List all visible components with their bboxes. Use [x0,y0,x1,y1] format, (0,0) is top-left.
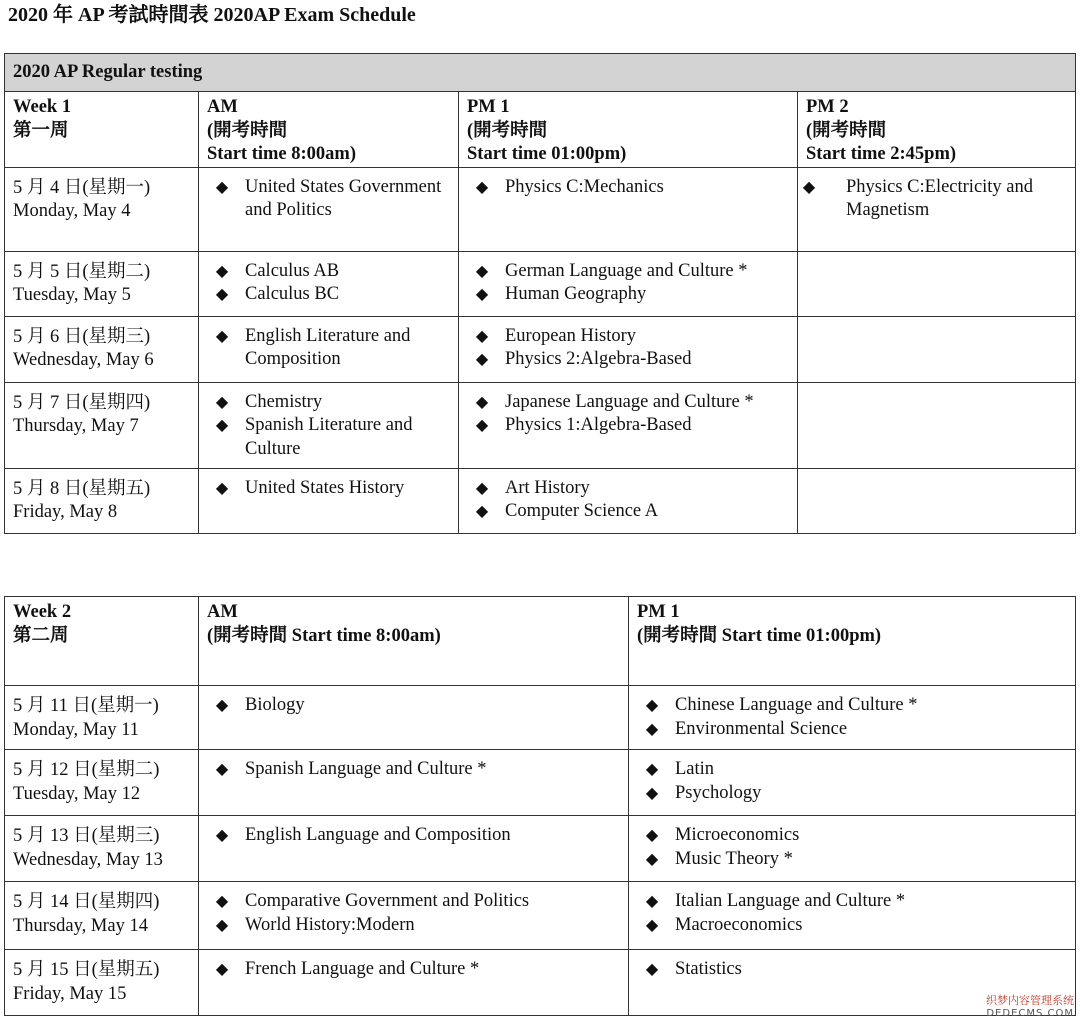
diamond-bullet-icon: ◆ [645,720,659,738]
pm1-cell [459,316,798,382]
table-row [5,686,1076,750]
diamond-bullet-icon: ◆ [215,916,229,934]
diamond-bullet-icon: ◆ [215,178,229,196]
am-cell [199,750,629,816]
diamond-bullet-icon: ◆ [475,393,489,411]
pm1-cell [459,167,798,251]
am-cell [199,382,459,468]
date-cell: 5 月 8 日(星期五) Friday, May 8 [5,468,199,533]
date-cell: 5 月 15 日(星期五) Friday, May 15 [5,950,199,1016]
table-row [5,382,1076,468]
exam-item: ◆ European History [459,325,789,349]
diamond-bullet-icon: ◆ [645,697,659,714]
am-cell [199,468,459,533]
pm1-cell [629,882,1076,950]
diamond-bullet-icon: ◆ [215,961,229,978]
exam-item: ◆ Human Geography [459,283,789,307]
exam-item: ◆ Environmental Science [629,718,1067,742]
diamond-bullet-icon: ◆ [475,351,489,368]
exam-item: ◆ Physics C:Electricity and Magnetism [798,176,1067,223]
pm1-cell [629,816,1076,882]
diamond-bullet-icon: ◆ [645,827,659,844]
exam-item: ◆ Music Theory * [629,848,1067,872]
date-cell: 5 月 11 日(星期一) Monday, May 11 [5,686,199,750]
exam-item: ◆ United States History [199,477,450,501]
diamond-bullet-icon: ◆ [215,697,229,714]
table-row [5,316,1076,382]
diamond-bullet-icon: ◆ [215,417,229,434]
pm1-cell [459,468,798,533]
exam-item: ◆ German Language and Culture * [459,260,789,284]
diamond-bullet-icon: ◆ [215,327,229,345]
header-pm1: PM 1 (開考時間 Start time 01:00pm) [459,92,798,168]
table-row [5,816,1076,882]
table-row [5,251,1076,316]
exam-item: ◆ Art History [459,477,789,501]
exam-item: ◆ English Literature and Composition [199,325,450,372]
am-cell [199,686,629,750]
exam-item: ◆ Chemistry [199,391,450,415]
exam-item: ◆ Chinese Language and Culture * [629,694,1067,718]
date-cell: 5 月 4 日(星期一) Monday, May 4 [5,167,199,251]
diamond-bullet-icon: ◆ [475,503,489,520]
date-cell: 5 月 6 日(星期三) Wednesday, May 6 [5,316,199,382]
header-am: AM (開考時間 Start time 8:00am) [199,597,629,686]
document-title: 2020 年 AP 考試時間表 2020AP Exam Schedule [8,4,416,26]
diamond-bullet-icon: ◆ [645,961,659,978]
exam-item: ◆ Physics 1:Algebra-Based [459,414,789,438]
pm2-cell [798,382,1076,468]
date-cell: 5 月 7 日(星期四) Thursday, May 7 [5,382,199,468]
exam-item: ◆ Physics 2:Algebra-Based [459,348,789,372]
diamond-bullet-icon: ◆ [802,178,816,196]
diamond-bullet-icon: ◆ [215,893,229,910]
diamond-bullet-icon: ◆ [215,827,229,844]
exam-item: ◆ World History:Modern [199,914,620,938]
pm1-cell [459,382,798,468]
table-row [5,167,1076,251]
header-week1: Week 1 第一周 [5,92,199,168]
am-cell [199,316,459,382]
diamond-bullet-icon: ◆ [645,784,659,802]
diamond-bullet-icon: ◆ [645,916,659,934]
diamond-bullet-icon: ◆ [215,286,229,303]
diamond-bullet-icon: ◆ [215,761,229,778]
table-row [5,468,1076,533]
exam-item: ◆ Latin [629,758,1067,782]
pm2-cell [798,251,1076,316]
week2-schedule-table [4,596,1076,1016]
exam-item: ◆ Statistics [629,958,1067,982]
diamond-bullet-icon: ◆ [215,479,229,497]
exam-item: ◆ French Language and Culture * [199,958,620,982]
diamond-bullet-icon: ◆ [475,327,489,345]
watermark-cn-text: 织梦内容管理系统 [986,994,1074,1007]
diamond-bullet-icon: ◆ [645,761,659,778]
date-cell: 5 月 14 日(星期四) Thursday, May 14 [5,882,199,950]
exam-item: ◆ Japanese Language and Culture * [459,391,789,415]
diamond-bullet-icon: ◆ [475,286,489,303]
diamond-bullet-icon: ◆ [645,850,659,868]
header-am: AM (開考時間 Start time 8:00am) [199,92,459,168]
watermark [986,994,1074,1020]
diamond-bullet-icon: ◆ [645,893,659,910]
pm1-cell [629,686,1076,750]
watermark-en-text: DEDECMS.COM [986,1008,1074,1019]
exam-item: ◆ Calculus AB [199,260,450,284]
am-cell [199,950,629,1016]
exam-item: ◆ Spanish Language and Culture * [199,758,620,782]
exam-item: ◆ United States Government and Politics [199,176,450,223]
exam-item: ◆ Spanish Literature and Culture [199,414,450,461]
header-pm2: PM 2 (開考時間 Start time 2:45pm) [798,92,1076,168]
exam-item: ◆ Macroeconomics [629,914,1067,938]
pm2-cell [798,167,1076,251]
table-title: 2020 AP Regular testing [5,54,1076,92]
am-cell [199,816,629,882]
diamond-bullet-icon: ◆ [215,393,229,411]
date-cell: 5 月 13 日(星期三) Wednesday, May 13 [5,816,199,882]
exam-item: ◆ Comparative Government and Politics [199,890,620,914]
am-cell [199,882,629,950]
am-cell [199,251,459,316]
am-cell [199,167,459,251]
week1-schedule-table [4,53,1076,534]
exam-item: ◆ English Language and Composition [199,824,620,848]
header-pm1: PM 1 (開考時間 Start time 01:00pm) [629,597,1076,686]
table-row [5,950,1076,1016]
exam-item: ◆ Psychology [629,782,1067,806]
diamond-bullet-icon: ◆ [475,479,489,497]
header-week2: Week 2 第二周 [5,597,199,686]
pm2-cell [798,468,1076,533]
pm1-cell [459,251,798,316]
exam-item: ◆ Biology [199,694,620,718]
exam-item: ◆ Calculus BC [199,283,450,307]
diamond-bullet-icon: ◆ [475,262,489,280]
pm2-cell [798,316,1076,382]
date-cell: 5 月 5 日(星期二) Tuesday, May 5 [5,251,199,316]
exam-item: ◆ Italian Language and Culture * [629,890,1067,914]
diamond-bullet-icon: ◆ [475,178,489,196]
date-cell: 5 月 12 日(星期二) Tuesday, May 12 [5,750,199,816]
table-row [5,882,1076,950]
exam-item: ◆ Microeconomics [629,824,1067,848]
exam-item: ◆ Computer Science A [459,500,789,524]
table-row [5,750,1076,816]
exam-item: ◆ Physics C:Mechanics [459,176,789,200]
pm1-cell [629,750,1076,816]
diamond-bullet-icon: ◆ [475,417,489,434]
diamond-bullet-icon: ◆ [215,262,229,280]
